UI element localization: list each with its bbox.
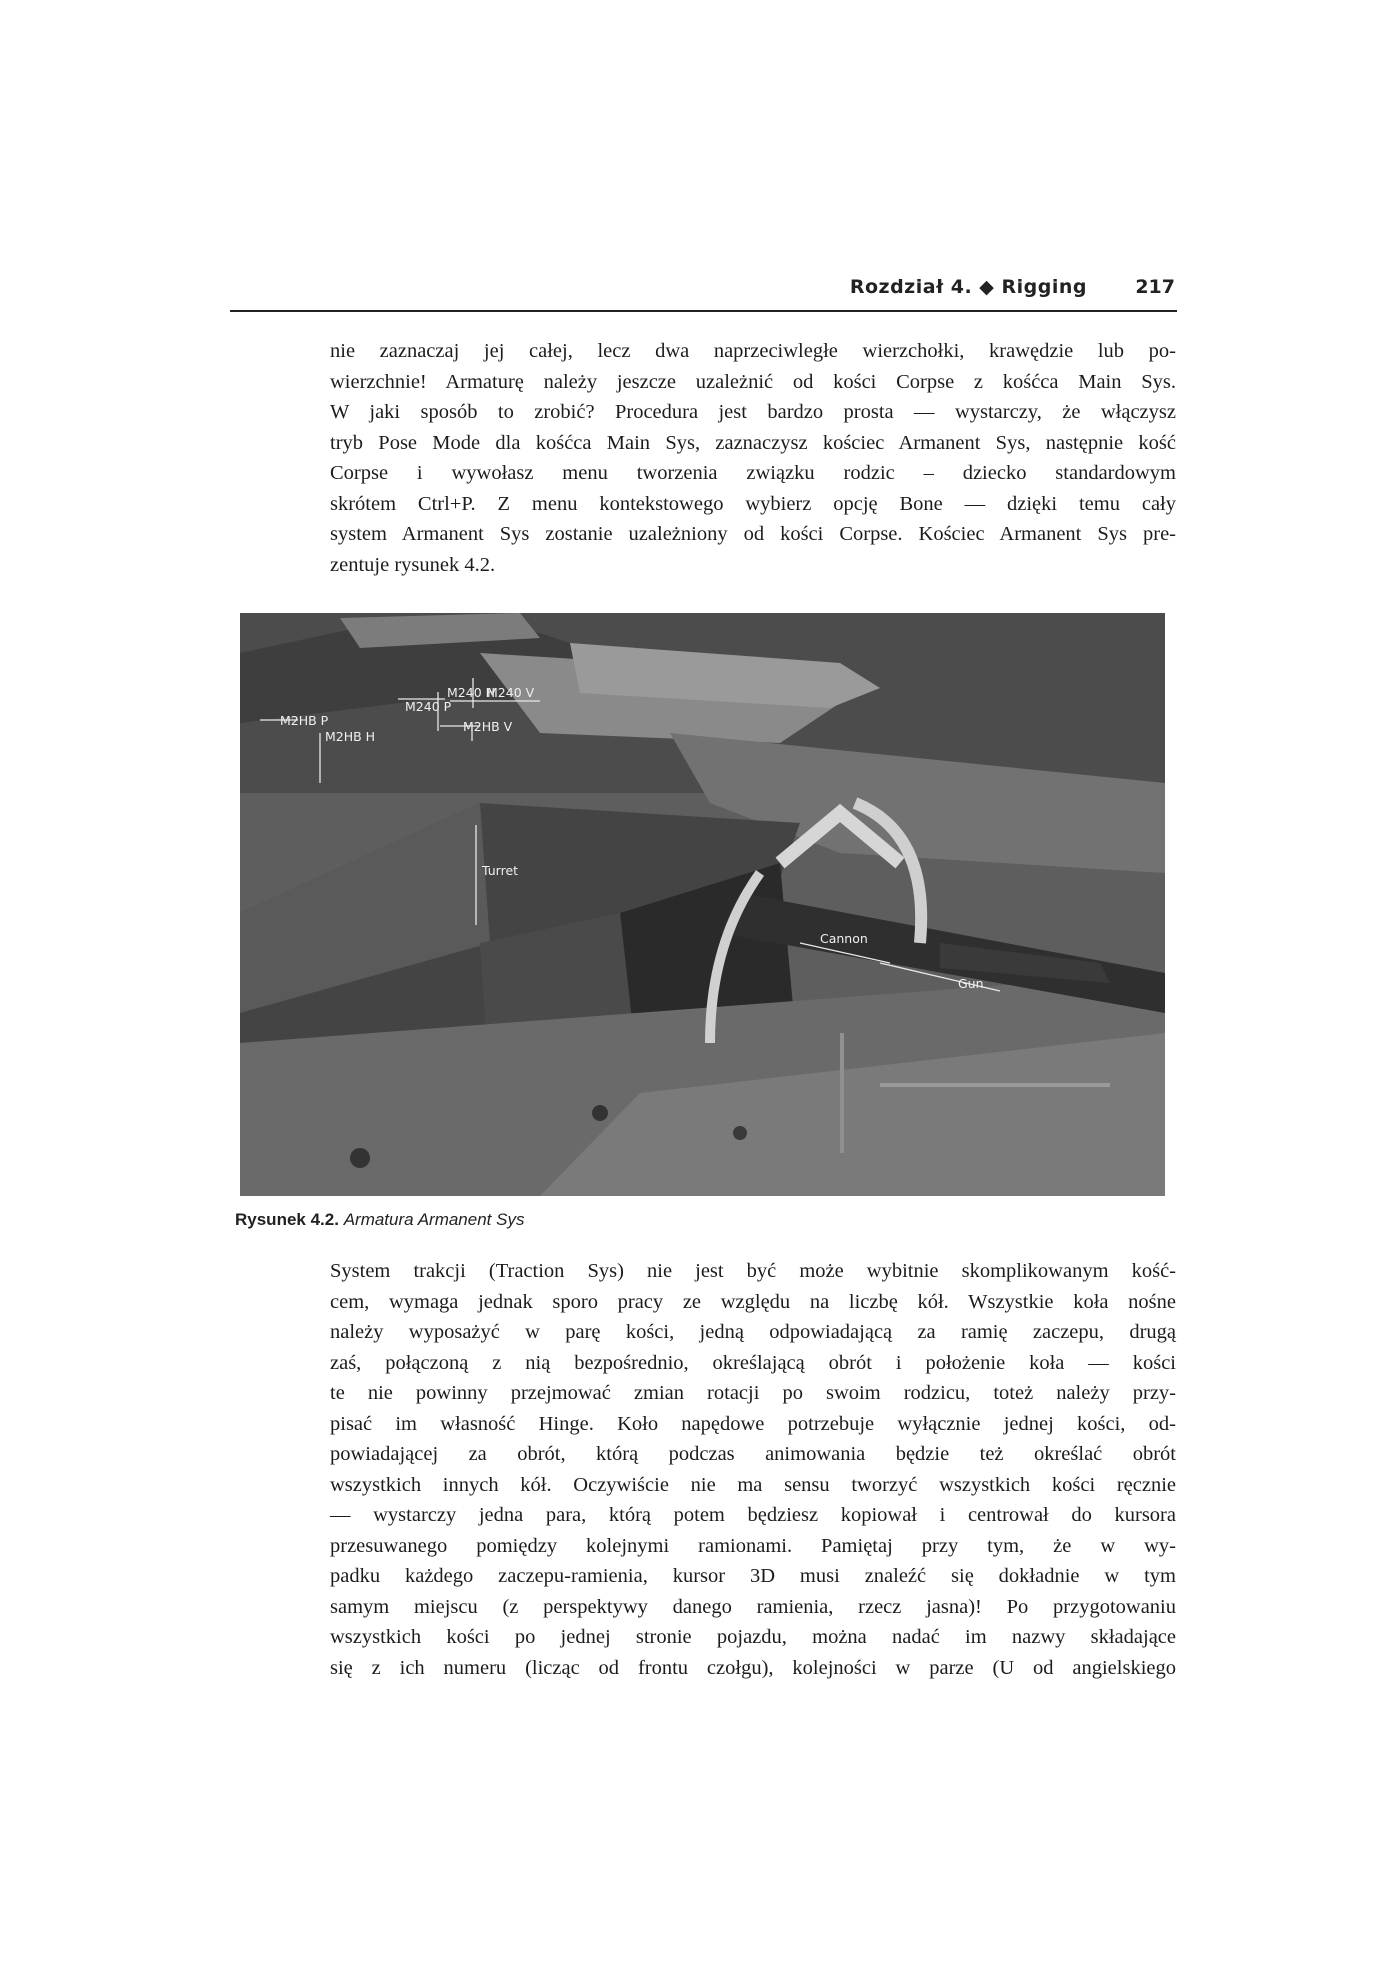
text-line: wszystkich kości po jednej stronie pojazdu, można nadać im nazwy składające [330,1626,1176,1648]
caption-label: Rysunek 4.2. [235,1210,339,1229]
bone-label-gun: Gun [958,976,984,991]
text-line: się z ich numeru (licząc od frontu czołgu), kolejności w parze (U od angielskiego [330,1656,1176,1679]
paragraph-traction [330,1256,1176,1683]
text-line: przesuwanego pomiędzy kolejnymi ramionami. Pamiętaj przy tym, że w wy- [330,1534,1176,1557]
text-line: W jaki sposób to zrobić? Procedura jest bardzo prosta — wystarczy, że włączysz [330,401,1176,423]
text-line: — wystarczy jedna para, którą potem będziesz kopiował i centrował do kursora [330,1504,1176,1526]
text-line: wierzchnie! Armaturę należy jeszcze uzależnić od kości Corpse z kośćca Main Sys. [330,370,1176,393]
chapter-title: Rozdział 4. ◆ Rigging [849,276,1087,298]
bone-label-m240-h: M240 H [447,685,496,700]
bone-label-turret: Turret [482,863,519,878]
tank-turret-render [240,613,1165,1196]
bone-label-m2hb-v: M2HB V [463,719,513,734]
text-line: system Armanent Sys zostanie uzależniony od kości Corpse. Kościec Armanent Sys pre- [330,523,1176,545]
bone-label-m2hb-p: M2HB P [280,713,329,728]
page-number: 217 [1135,276,1175,298]
figure-caption [235,1210,524,1230]
text-line: zentuje rysunek 4.2. [330,553,496,576]
bone-label-m240-v: M240 V [487,685,535,700]
figure-armature-render [240,613,1165,1196]
text-line: powiadającej za obrót, którą podczas animowania będzie też określać obrót [330,1443,1176,1465]
bone-label-cannon: Cannon [820,931,868,946]
text-line: tryb Pose Mode dla kośćca Main Sys, zaznaczysz kościec Armanent Sys, następnie kość [330,431,1176,454]
bone-label-m240-p: M240 P [405,699,452,714]
paragraph-intro [330,336,1176,580]
text-line: te nie powinny przejmować zmian rotacji po swoim rodzicu, toteż należy przy- [330,1382,1176,1404]
text-line: nie zaznaczaj jej całej, lecz dwa naprzeciwległe wierzchołki, krawędzie lub po- [330,340,1176,362]
text-line: samym miejscu (z perspektywy danego ramienia, rzecz jasna)! Po przygotowaniu [330,1595,1176,1618]
caption-text: Armatura Armanent Sys [343,1210,525,1229]
text-line: padku każdego zaczepu-ramienia, kursor 3D musi znaleźć się dokładnie w tym [330,1565,1176,1587]
text-line: pisać im własność Hinge. Koło napędowe potrzebuje wyłącznie jednej kości, od- [330,1412,1176,1435]
text-line: zaś, połączoną z nią bezpośrednio, określającą obrót i położenie koła — kości [330,1351,1176,1374]
text-line: skrótem Ctrl+P. Z menu kontekstowego wybierz opcję Bone — dzięki temu cały [330,492,1176,515]
text-line: cem, wymaga jednak sporo pracy ze względu na liczbę kół. Wszystkie koła nośne [330,1290,1176,1313]
bone-label-m2hb-h: M2HB H [325,729,376,744]
running-header [230,276,1177,312]
text-line: Corpse i wywołasz menu tworzenia związku rodzic – dziecko standardowym [330,462,1176,484]
text-line: System trakcji (Traction Sys) nie jest być może wybitnie skomplikowanym kość- [330,1260,1176,1282]
text-line: należy wyposażyć w parę kości, jedną odpowiadającą za ramię zaczepu, drugą [330,1321,1176,1343]
text-line: wszystkich innych kół. Oczywiście nie ma sensu tworzyć wszystkich kości ręcznie [330,1473,1176,1496]
